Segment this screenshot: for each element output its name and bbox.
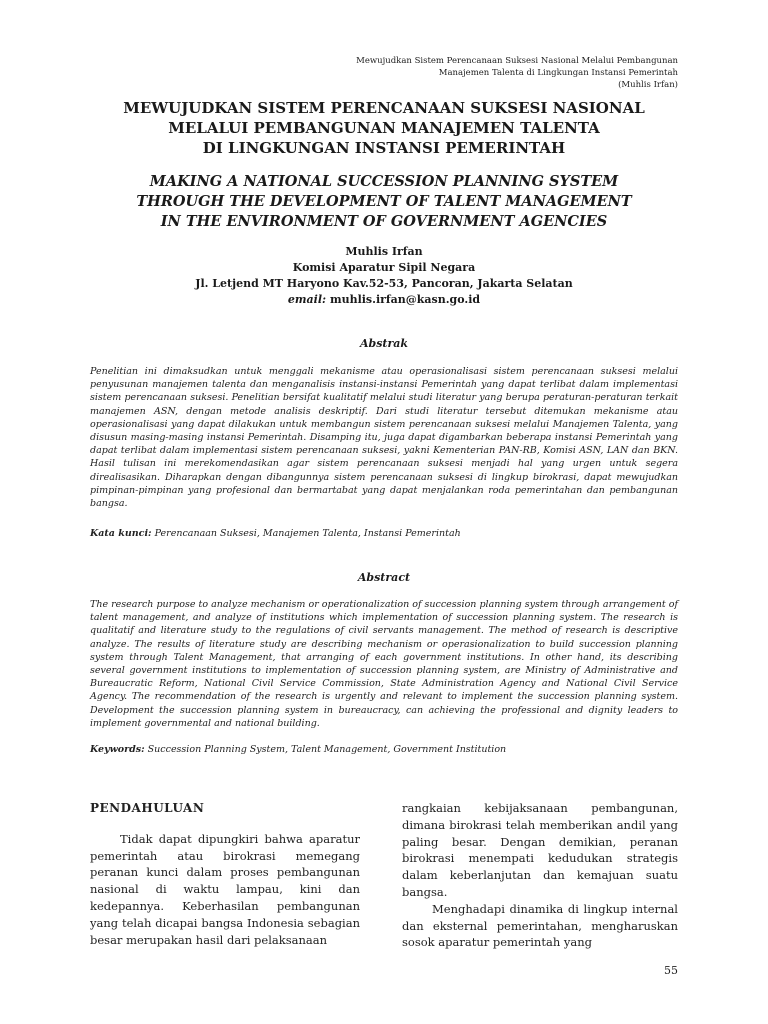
kata-kunci-label: Kata kunci:	[90, 528, 152, 539]
abstract-heading: Abstract	[357, 571, 411, 584]
body-column-left	[90, 800, 360, 948]
author-name: Muhlis Irfan	[345, 245, 423, 258]
author-email-line	[90, 292, 678, 308]
page-number: 55	[664, 964, 678, 977]
author-address: Jl. Letjend MT Haryono Kav.52-53, Pancoran, Jakarta Selatan	[195, 277, 573, 290]
running-head-line: Mewujudkan Sistem Perencanaan Suksesi Nasional Melalui Pembangunan	[356, 56, 678, 66]
title-line: DI LINGKUNGAN INSTANSI PEMERINTAH	[202, 139, 566, 157]
abstrak-heading: Abstrak	[359, 337, 409, 350]
author-email: muhlis.irfan@kasn.go.id	[329, 293, 481, 306]
kata-kunci-values: Perencanaan Suksesi, Manajemen Talenta, Instansi Pemerintah	[154, 528, 461, 539]
section-heading-pendahuluan: PENDAHULUAN	[90, 801, 205, 815]
running-head-line: Manajemen Talenta di Lingkungan Instansi Pemerintah	[438, 68, 678, 78]
abstract-text: The research purpose to analyze mechanism or operationalization of succession planning system through arrangement of talent management, and analyze of institutions which implementation of succession planning system. The research is qualitatif and literature study to the regulations of civil servants management. The method of research is descriptive analyze. The results of literature study are describing mechanism or operasionalization to build succession planning system through Talent Management, that arranging of each government institutions. In other hand, its describing several government institutions to implementation of succession planning system, are Ministry of Administrative and Bureaucratic Reform, National Civil Service Commission, State Administration Agency and National Civil Service Agency. The recommendation of the research is urgently and relevant to implement the succession planning system. Development the succession planning system in bureaucracy, can achieving the professional and dignity leaders to implement governmental and national building.	[90, 599, 678, 729]
keywords	[90, 744, 678, 755]
title-line: MAKING A NATIONAL SUCCESSION PLANNING SYSTEM	[149, 173, 619, 190]
kata-kunci	[90, 528, 678, 539]
body-paragraph: Menghadapi dinamika di lingkup internal dan eksternal pemerintahan, mengharuskan sosok aparatur pemerintah yang	[402, 901, 678, 950]
title-indonesian	[90, 98, 678, 158]
running-head	[298, 55, 678, 91]
title-line: MEWUJUDKAN SISTEM PERENCANAAN SUKSESI NASIONAL	[123, 99, 645, 117]
author-block	[90, 244, 678, 308]
body-paragraph: rangkaian kebijaksanaan pembangunan, dimana birokrasi telah memberikan andil yang paling besar. Dengan demikian, peranan birokrasi menempati kedudukan strategis dalam keberlanjutan dan kemajuan suatu bangsa.	[402, 801, 678, 899]
email-label: email:	[287, 293, 327, 306]
title-line: MELALUI PEMBANGUNAN MANAJEMEN TALENTA	[168, 119, 600, 137]
title-line: THROUGH THE DEVELOPMENT OF TALENT MANAGEMENT	[136, 193, 632, 210]
body-paragraph: Tidak dapat dipungkiri bahwa aparatur pemerintah atau birokrasi memegang peranan kunci dalam proses pembangunan nasional di waktu lampau, kini dan kedepannya. Keberhasilan pembangunan yang telah dicapai bangsa Indonesia sebagian besar merupakan hasil dari pelaksanaan	[90, 831, 360, 947]
title-line: IN THE ENVIRONMENT OF GOVERNMENT AGENCIES	[160, 213, 608, 230]
keywords-values: Succession Planning System, Talent Management, Government Institution	[147, 744, 507, 755]
body-column-right	[402, 800, 678, 951]
running-head-author: (Muhlis Irfan)	[618, 80, 678, 90]
author-affiliation: Komisi Aparatur Sipil Negara	[292, 261, 476, 274]
keywords-label: Keywords:	[90, 744, 145, 755]
title-english	[90, 172, 678, 232]
abstrak-text: Penelitian ini dimaksudkan untuk menggali mekanisme atau operasionalisasi sistem perencanaan suksesi melalui penyusunan manajemen talenta dan menganalisis instansi-instansi Pemerintah yang dapat terlibat dalam implementasi sistem perencanaan suksesi. Penelitian bersifat kualitatif melalui studi literatur yang berupa peraturan-peraturan terkait manajemen ASN, dengan metode analisis deskriptif. Dari studi literatur tersebut ditemukan mekanisme atau operasionalisasi yang dapat dilakukan untuk membangun sistem perencanaan suksesi melalui Manajemen Talenta, yang disusun masing-masing instansi Pemerintah. Disamping itu, juga dapat digambarkan beberapa instansi Pemerintah yang dapat terlibat dalam implementasi sistem perencanaan suksesi, yakni Kementerian PAN-RB, Komisi ASN, LAN dan BKN. Hasil tulisan ini merekomendasikan agar sistem perencanaan suksesi menjadi hal yang urgen untuk segera direalisasikan. Diharapkan dengan dibangunnya sistem perencanaan suksesi di lingkup birokrasi, dapat mewujudkan pimpinan-pimpinan yang profesional dan bermartabat yang dapat menjalankan roda pemerintahan dan pembangunan bangsa.	[90, 366, 678, 510]
